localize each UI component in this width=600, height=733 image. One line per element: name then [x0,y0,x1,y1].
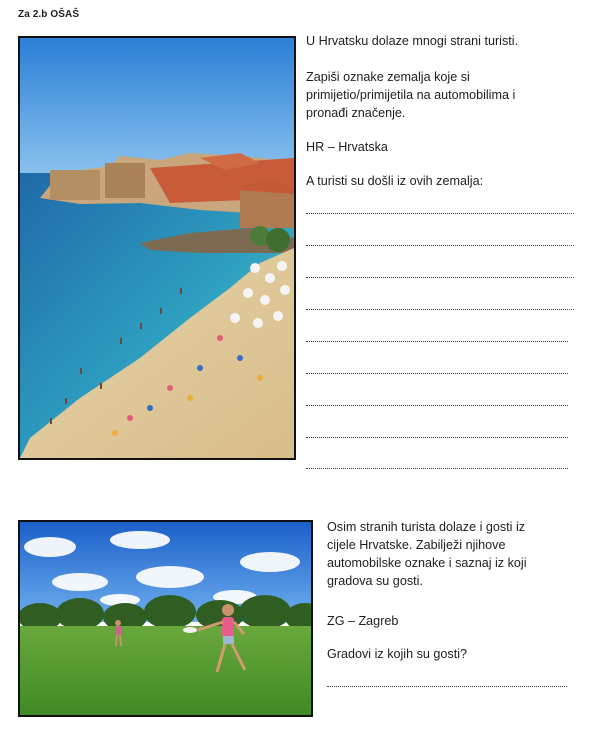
answer-line[interactable] [306,340,568,342]
answer-line[interactable] [306,244,574,246]
answer-line[interactable] [306,372,568,374]
worksheet-header: Za 2.b OŠAŠ [18,9,80,20]
dubrovnik-beach-photo [18,36,296,460]
instruction-line: pronađi značenje. [306,106,406,120]
answer-line[interactable] [306,212,574,214]
girl-frisbee-park-photo [18,520,313,717]
instruction-text [306,68,591,122]
guests-line: Osim stranih turista dolaze i gosti iz [327,520,526,534]
instruction-line: Zapiši oznake zemalja koje si [306,70,470,84]
guests-line: cijele Hrvatske. Zabilježi njihove [327,538,506,552]
answer-line[interactable] [306,308,574,310]
countries-prompt: A turisti su došli iz ovih zemalja: [306,174,484,188]
cities-prompt: Gradovi iz kojih su gosti? [327,647,467,661]
answer-line[interactable] [327,685,567,687]
answer-line[interactable] [306,276,574,278]
answer-line[interactable] [306,436,568,438]
answer-line[interactable] [306,467,568,469]
answer-line[interactable] [306,404,568,406]
guests-line: automobilske oznake i saznaj iz koji [327,556,527,570]
guests-text [327,518,592,590]
instruction-line: primijetio/primijetila na automobilima i [306,88,516,102]
intro-text [306,32,591,50]
guests-line: gradova su gosti. [327,574,423,588]
intro-sentence: U Hrvatsku dolaze mnogi strani turisti. [306,34,519,48]
city-example: ZG – Zagreb [327,614,399,628]
country-example: HR – Hrvatska [306,140,388,154]
